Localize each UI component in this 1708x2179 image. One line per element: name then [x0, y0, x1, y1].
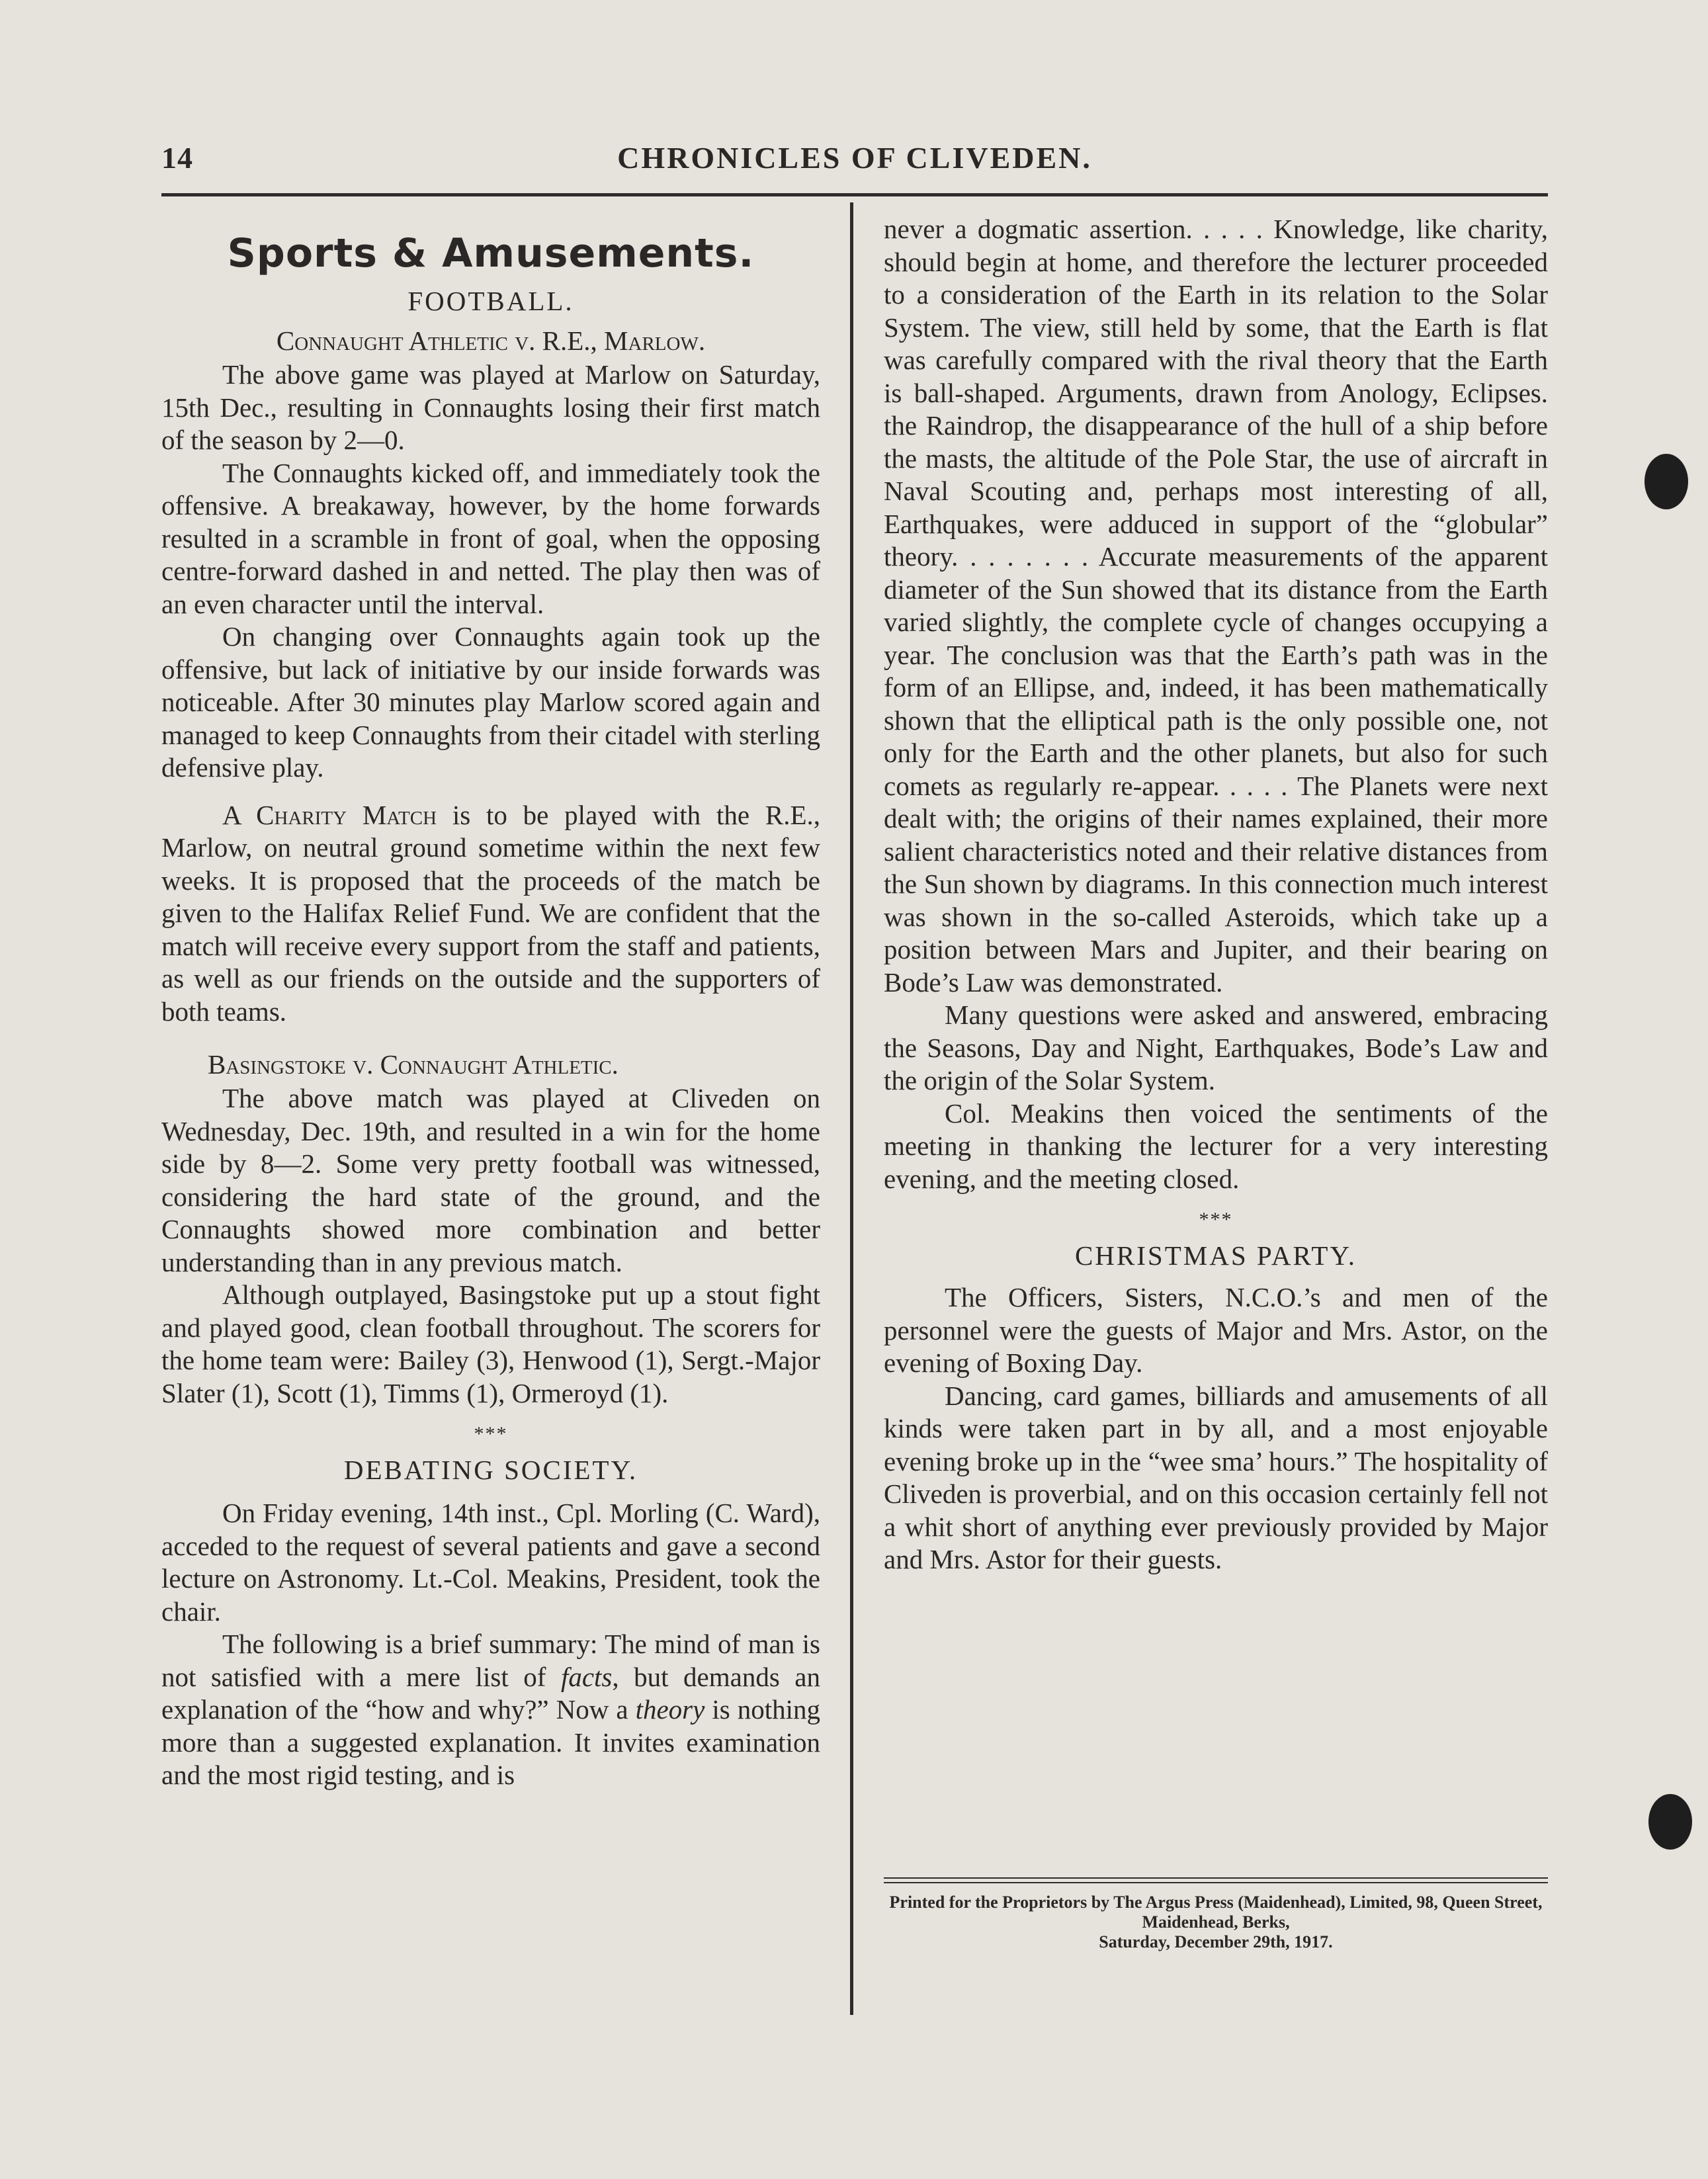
- debating-heading: DEBATING SOCIETY.: [343, 1455, 638, 1485]
- match1-paragraph-3: On changing over Connaughts again took up the offensive, but lack of initiative by our inside forwards was noticeable. After 30 minutes play Marlow scored again and managed to keep Connaughts from their citadel with sterling defensive play.: [161, 621, 820, 783]
- binding-hole-top: [1644, 454, 1688, 509]
- running-title: CHRONICLES OF CLIVEDEN.: [617, 141, 1092, 175]
- christmas-paragraph-1: The Officers, Sisters, N.C.O.’s and men of the personnel were the guests of Major and Mrs. Astor, on the evening of Boxing Day.: [884, 1282, 1548, 1378]
- debating-text-a: The following is a brief summary: The mind of man is not satisfied with a mere list of: [161, 1629, 820, 1692]
- facts-italic: facts: [560, 1661, 613, 1692]
- match2-paragraph-2: Although outplayed, Basingstoke put up a stout fight and played good, clean football throughout. The scorers for the home team were: Bailey (3), Henwood (1), Sergt.-Major Slater (1), Scott (1), Timms (1), Ormeroyd (1).: [161, 1279, 820, 1408]
- column-divider: [850, 202, 853, 2015]
- match2-title: Basingstoke v. Connaught Athletic.: [208, 1049, 619, 1080]
- right-column: [884, 213, 1548, 1576]
- debating-text-c: is nothing more than a suggested explanation. It invites examination and the most rigid testing, and is: [161, 1694, 820, 1790]
- debating-paragraph-1: On Friday evening, 14th inst., Cpl. Morling (C. Ward), acceded to the request of several patients and gave a second lecture on Astronomy. Lt.-Col. Meakins, President, took the chair.: [161, 1498, 820, 1627]
- section-separator-right: ***: [1199, 1209, 1233, 1230]
- match1-paragraph-1: The above game was played at Marlow on Saturday, 15th Dec., resulting in Connaughts losing their first match of the season by 2—0.: [161, 359, 820, 455]
- christmas-paragraph-2: Dancing, card games, billiards and amusements of all kinds were taken part in by all, and a most enjoyable evening broke up in the “wee sma’ hours.” The hospitality of Cliveden is proverbial, and on this occasion certainly fell not a whit short of anything ever previously provided by Major and Mrs. Astor for their guests.: [884, 1380, 1548, 1574]
- astronomy-paragraph-1: never a dogmatic assertion. . . . . Knowledge, like charity, should begin at home, and therefore the lecturer proceeded to a consideration of the Earth in its relation to the Solar System. The view, still held by some, that the Earth is flat was carefully compared with the rival theory that the Earth is ball-shaped. Arguments, drawn from Anology, Eclipses. the Raindrop, the disappearance of the hull of a ship before the masts, the altitude of the Pole Star, the use of aircraft in Naval Scouting and, perhaps most interesting of all, Earthquakes, were adduced in support of the “globular” theory. . . . . . . . Accurate measurements of the apparent diameter of the Sun showed that its distance from the Earth varied slightly, the complete cycle of changes occupying a year. The conclusion was that the Earth’s path was in the form of an Ellipse, and, indeed, it has been mathematically shown that the elliptical path is the only possible one, not only for the Earth and the other planets, but also for such comets as regularly re-appear. . . . . The Planets were next dealt with; the origins of their names explained, their more salient characteristics noted and their relative distances from the Sun shown by diagrams. In this connection much interest was shown in the so-called Asteroids, which take up a position between Mars and Jupiter, and their bearing on Bode’s Law was demonstrated.: [884, 214, 1548, 998]
- section-separator: ***: [474, 1423, 508, 1445]
- charity-paragraph: [161, 799, 820, 1029]
- astronomy-paragraph-3: Col. Meakins then voiced the sentiments of the meeting in thanking the lecturer for a very interesting evening, and the meeting closed.: [884, 1097, 1548, 1194]
- charity-lead: A Charity Match: [222, 799, 437, 830]
- page-number: 14: [161, 141, 193, 175]
- imprint-rule: [884, 1877, 1548, 1879]
- debating-paragraph-2: [161, 1628, 820, 1792]
- charity-text: is to be played with the R.E., Marlow, on neutral ground sometime within the next few weeks. It is proposed that the proceeds of the match be given to the Halifax Relief Fund. We are confident that the match will receive every support from the staff and patients, as well as our friends on the outside and the supporters of both teams.: [161, 799, 821, 1027]
- match2-paragraph-1: The above match was played at Cliveden on Wednesday, Dec. 19th, and resulted in a win for the home side by 8—2. Some very pretty football was witnessed, considering the hard state of the ground, and the Connaughts showed more combination and better understanding than in any previous match.: [161, 1083, 820, 1277]
- imprint-line-2: Saturday, December 29th, 1917.: [1099, 1932, 1333, 1951]
- imprint-line-1: Printed for the Proprietors by The Argus Press (Maidenhead), Limited, 98, Queen Street, Maidenhead, Berks,: [889, 1893, 1543, 1932]
- theory-italic: theory: [635, 1694, 705, 1725]
- section-title: Sports & Amusements.: [227, 230, 755, 277]
- football-heading: FOOTBALL.: [407, 286, 574, 316]
- page-header: [161, 140, 1548, 180]
- match1-paragraph-2: The Connaughts kicked off, and immediately took the offensive. A breakaway, however, by the home forwards resulted in a scramble in front of goal, when the opposing centre-forward dashed in and netted. The play then was of an even character until the interval.: [161, 457, 820, 619]
- debating-text-b: , but demands an explanation of the “how and why?” Now a: [161, 1661, 820, 1725]
- imprint-rule-2: [884, 1882, 1548, 1883]
- christmas-heading: CHRISTMAS PARTY.: [1074, 1240, 1357, 1271]
- printer-imprint: [884, 1877, 1548, 1952]
- binding-hole-bottom: [1648, 1794, 1692, 1850]
- header-rule: [161, 193, 1548, 196]
- left-column: [161, 213, 820, 1792]
- match1-title: Connaught Athletic v. R.E., Marlow.: [276, 325, 706, 356]
- astronomy-paragraph-2: Many questions were asked and answered, embracing the Seasons, Day and Night, Earthquakes, Bode’s Law and the origin of the Solar System.: [884, 1000, 1548, 1095]
